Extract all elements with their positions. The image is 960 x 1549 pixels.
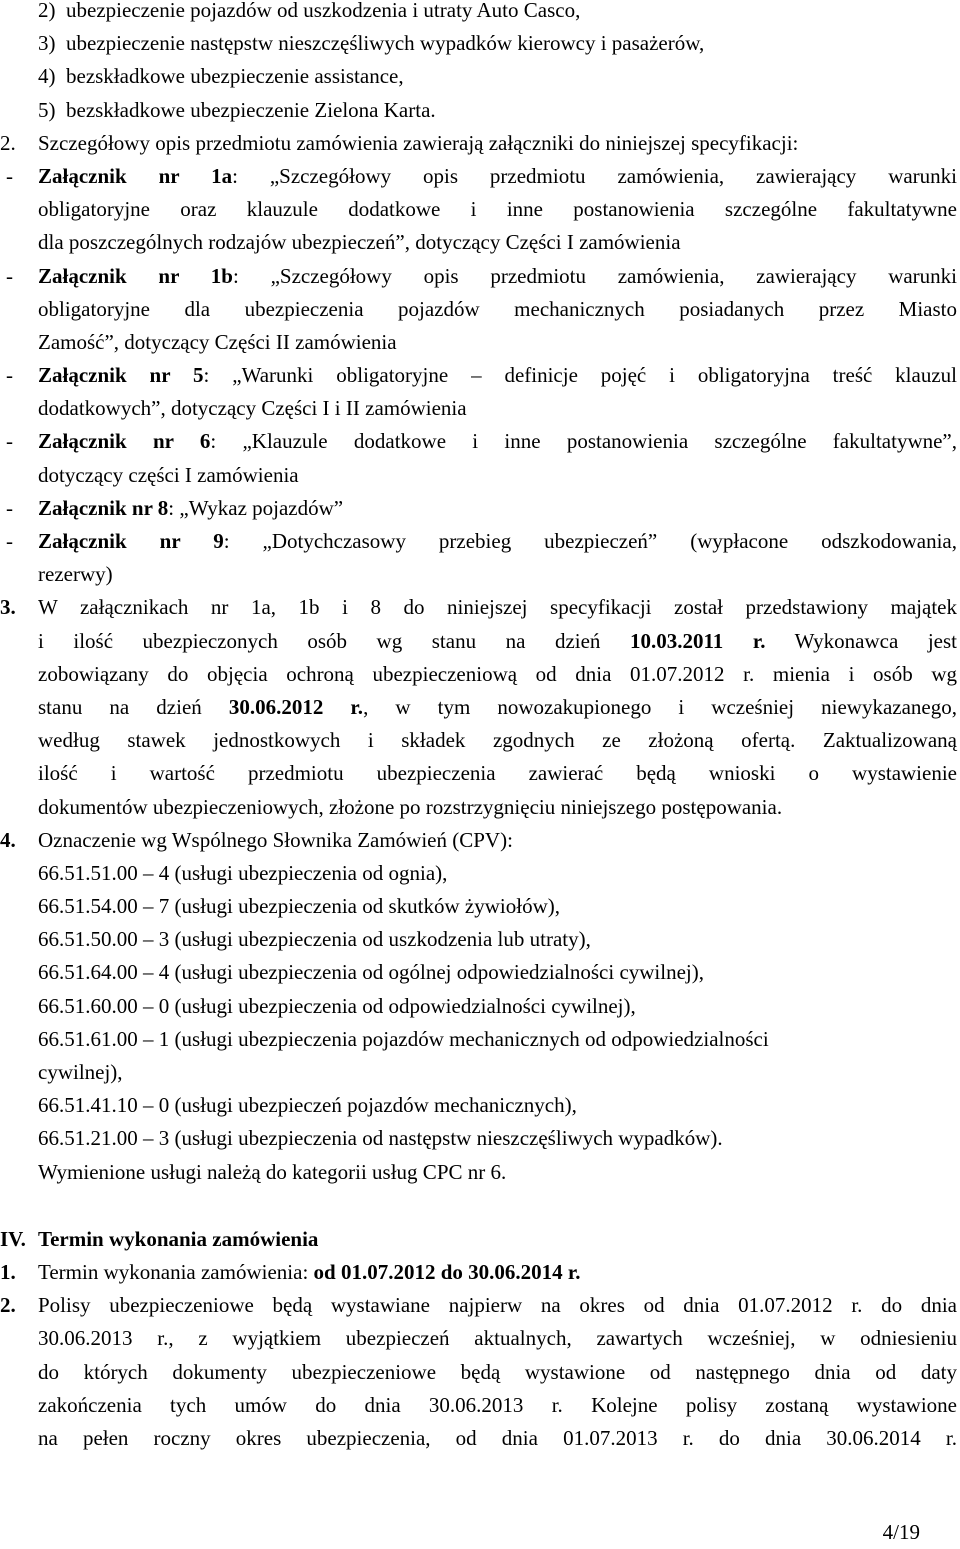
section-3-line	[0, 591, 960, 624]
section-number: 2.	[0, 1293, 16, 1318]
cpv-line	[0, 990, 960, 1023]
attachment-first-line	[38, 160, 957, 193]
attachment-text: dotyczący części I zamówienia	[38, 462, 299, 487]
attachment-continuation	[0, 326, 960, 359]
attachment-first-line	[38, 260, 957, 293]
section-number: 3.	[0, 595, 16, 620]
section-text: według stawek jednostkowych i składek zgodnych ze złożoną ofertą. Zaktualizowaną	[38, 728, 957, 753]
date-bold: 30.06.2012 r.	[228, 694, 364, 719]
date-range-bold: od 01.07.2012 do 30.06.2014 r.	[313, 1259, 581, 1284]
cpv-text: Wymienione usługi należą do kategorii usług CPC nr 6.	[38, 1159, 507, 1184]
page-number: 4/19	[882, 1520, 920, 1544]
attachment-first-line	[38, 492, 957, 525]
section-text	[38, 1256, 957, 1289]
dash-marker: -	[6, 495, 13, 520]
attachment-text: obligatoryjne dla ubezpieczenia pojazdów mechanicznych posiadanych przez Miasto	[38, 296, 957, 321]
attachment-text: : „Szczegółowy opis przedmiotu zamówienia, zawierający warunki	[232, 263, 958, 288]
text-run: stanu na dzień	[38, 694, 202, 719]
cpv-line	[0, 857, 960, 890]
attachment-item	[0, 525, 960, 558]
text-run: Wykonawca jest	[794, 628, 958, 653]
cpv-text: 66.51.60.00 – 0 (usługi ubezpieczenia od odpowiedzialności cywilnej),	[38, 993, 636, 1018]
list-item-text: 5) bezskładkowe ubezpieczenie Zielona Karta.	[38, 97, 436, 122]
cpv-line	[0, 923, 960, 956]
section-3-line	[0, 757, 960, 790]
cpv-line	[0, 890, 960, 923]
cpv-text: 66.51.51.00 – 4 (usługi ubezpieczenia od ognia),	[38, 860, 448, 885]
section-text: Polisy ubezpieczeniowe będą wystawiane najpierw na okres od dnia 01.07.2012 r. do dnia	[38, 1293, 957, 1318]
dash-marker: -	[6, 363, 13, 388]
attachment-continuation	[0, 193, 960, 226]
section-4-heading	[0, 824, 960, 857]
attachment-continuation	[0, 293, 960, 326]
iv-item-2-line	[0, 1389, 960, 1422]
dash-marker: -	[6, 263, 13, 288]
attachment-label: Załącznik nr 8	[38, 495, 169, 520]
section-3-line	[0, 791, 960, 824]
attachment-text: rezerwy)	[38, 562, 113, 587]
attachment-text: : „Dotychczasowy przebieg ubezpieczeń” (wypłacone odszkodowania,	[223, 529, 957, 553]
section-text: Szczegółowy opis przedmiotu zamówienia zawierają załączniki do niniejszej specyfikacji:	[38, 130, 799, 155]
attachment-label: Załącznik nr 9	[38, 529, 224, 553]
cpv-text: 66.51.41.10 – 0 (usługi ubezpieczeń pojazdów mechanicznych),	[38, 1093, 577, 1118]
section-number: 1.	[0, 1259, 16, 1284]
list-item	[0, 0, 960, 27]
attachment-continuation	[0, 558, 960, 591]
attachment-text: obligatoryjne oraz klauzule dodatkowe i inne postanowienia szczególne fakultatywne	[38, 197, 957, 222]
attachment-text: : „Szczegółowy opis przedmiotu zamówienia, zawierający warunki	[232, 163, 958, 188]
section-text: na pełen roczny okres ubezpieczenia, od dnia 01.07.2013 r. do dnia 30.06.2014 r.	[38, 1425, 957, 1450]
cpv-line	[0, 1056, 960, 1089]
text-run: , w tym nowozakupionego i wcześniej niewykazanego,	[363, 694, 958, 719]
text-run: i ilość ubezpieczonych osób wg stanu na dzień	[38, 628, 601, 653]
attachment-continuation	[0, 459, 960, 492]
section-text: zobowiązany do objęcia ochroną ubezpieczeniową od dnia 01.07.2012 r. mienia i osób wg	[38, 661, 957, 686]
list-item-text: 4) bezskładkowe ubezpieczenie assistance,	[38, 64, 404, 89]
text-run: Termin wykonania zamówienia:	[38, 1259, 309, 1284]
list-item-text: 2) ubezpieczenie pojazdów od uszkodzenia i utraty Auto Casco,	[38, 0, 581, 22]
section-number: 2.	[0, 130, 16, 155]
cpv-text: 66.51.21.00 – 3 (usługi ubezpieczenia od następstw nieszczęśliwych wypadków).	[38, 1126, 723, 1151]
attachment-label: Załącznik nr 6	[38, 429, 211, 454]
list-item	[0, 27, 960, 60]
list-item	[0, 94, 960, 127]
list-item	[0, 60, 960, 93]
iv-item-2-line	[0, 1356, 960, 1389]
list-item-text: 3) ubezpieczenie następstw nieszczęśliwych wypadków kierowcy i pasażerów,	[38, 31, 705, 56]
section-text: do których dokumenty ubezpieczeniowe będą wystawione od następnego dnia od daty	[38, 1359, 957, 1384]
section-3-line	[0, 724, 960, 757]
section-iv-heading	[0, 1223, 960, 1256]
section-text: zakończenia tych umów do dnia 30.06.2013 r. Kolejne polisy zostaną wystawione	[38, 1392, 957, 1417]
attachment-item	[0, 160, 960, 193]
section-3-line	[0, 691, 960, 724]
cpv-text: 66.51.61.00 – 1 (usługi ubezpieczenia pojazdów mechanicznych od odpowiedzialności	[38, 1026, 769, 1051]
section-3-line	[0, 658, 960, 691]
cpv-text: 66.51.54.00 – 7 (usługi ubezpieczenia od skutków żywiołów),	[38, 894, 560, 919]
section-text: W załącznikach nr 1a, 1b i 8 do niniejszej specyfikacji został przedstawiony majątek	[38, 595, 957, 620]
attachment-continuation	[0, 226, 960, 259]
dash-marker: -	[6, 529, 13, 553]
section-text	[38, 691, 957, 724]
attachment-first-line	[38, 425, 957, 458]
section-text: Oznaczenie wg Wspólnego Słownika Zamówień (CPV):	[38, 827, 513, 852]
cpv-line	[0, 1122, 960, 1155]
attachment-first-line	[38, 525, 957, 558]
attachment-item	[0, 492, 960, 525]
iv-item-2	[0, 1289, 960, 1322]
cpv-text: cywilnej),	[38, 1060, 123, 1084]
attachment-continuation	[0, 392, 960, 425]
attachment-text: dla poszczególnych rodzajów ubezpieczeń”, dotyczący Części I zamówienia	[38, 230, 681, 255]
section-title: Termin wykonania zamówienia	[38, 1226, 319, 1251]
iv-item-1	[0, 1256, 960, 1289]
dash-marker: -	[6, 429, 13, 454]
attachment-label: Załącznik nr 1a	[38, 163, 233, 188]
iv-item-2-line	[0, 1422, 960, 1455]
attachment-first-line	[38, 359, 957, 392]
attachment-item	[0, 425, 960, 458]
section-text	[38, 625, 957, 658]
section-number: IV.	[0, 1226, 26, 1251]
attachment-text: dodatkowych”, dotyczący Części I i II zamówienia	[38, 396, 467, 421]
attachment-text: Zamość”, dotyczący Części II zamówienia	[38, 329, 397, 354]
attachment-item	[0, 260, 960, 293]
section-text: dokumentów ubezpieczeniowych, złożone po rozstrzygnięciu niniejszego postępowania.	[38, 794, 783, 819]
section-text: 30.06.2013 r., z wyjątkiem ubezpieczeń aktualnych, zawartych wcześniej, w odniesieniu	[38, 1326, 957, 1351]
dash-marker: -	[6, 163, 13, 188]
attachment-text: : „Wykaz pojazdów”	[168, 495, 344, 520]
section-text: ilość i wartość przedmiotu ubezpieczenia zawierać będą wnioski o wystawienie	[38, 761, 957, 786]
attachment-text: : „Warunki obligatoryjne – definicje pojęć i obligatoryjna treść klauzul	[203, 363, 957, 388]
cpv-line	[0, 956, 960, 989]
cpv-text: 66.51.64.00 – 4 (usługi ubezpieczenia od ogólnej odpowiedzialności cywilnej),	[38, 960, 705, 985]
iv-item-2-line	[0, 1322, 960, 1355]
cpv-line	[0, 1089, 960, 1122]
section-3-line	[0, 625, 960, 658]
cpv-text: 66.51.50.00 – 3 (usługi ubezpieczenia od uszkodzenia lub utraty),	[38, 927, 591, 952]
attachment-text: : „Klauzule dodatkowe i inne postanowienia szczególne fakultatywne”,	[210, 429, 957, 454]
attachment-item	[0, 359, 960, 392]
attachment-label: Załącznik nr 1b	[38, 263, 233, 288]
attachment-label: Załącznik nr 5	[38, 363, 204, 388]
cpv-line	[0, 1156, 960, 1189]
cpv-line	[0, 1023, 960, 1056]
section-2-intro	[0, 127, 960, 160]
date-bold: 10.03.2011 r.	[629, 628, 766, 653]
section-number: 4.	[0, 827, 16, 852]
section-gap	[0, 1189, 960, 1223]
